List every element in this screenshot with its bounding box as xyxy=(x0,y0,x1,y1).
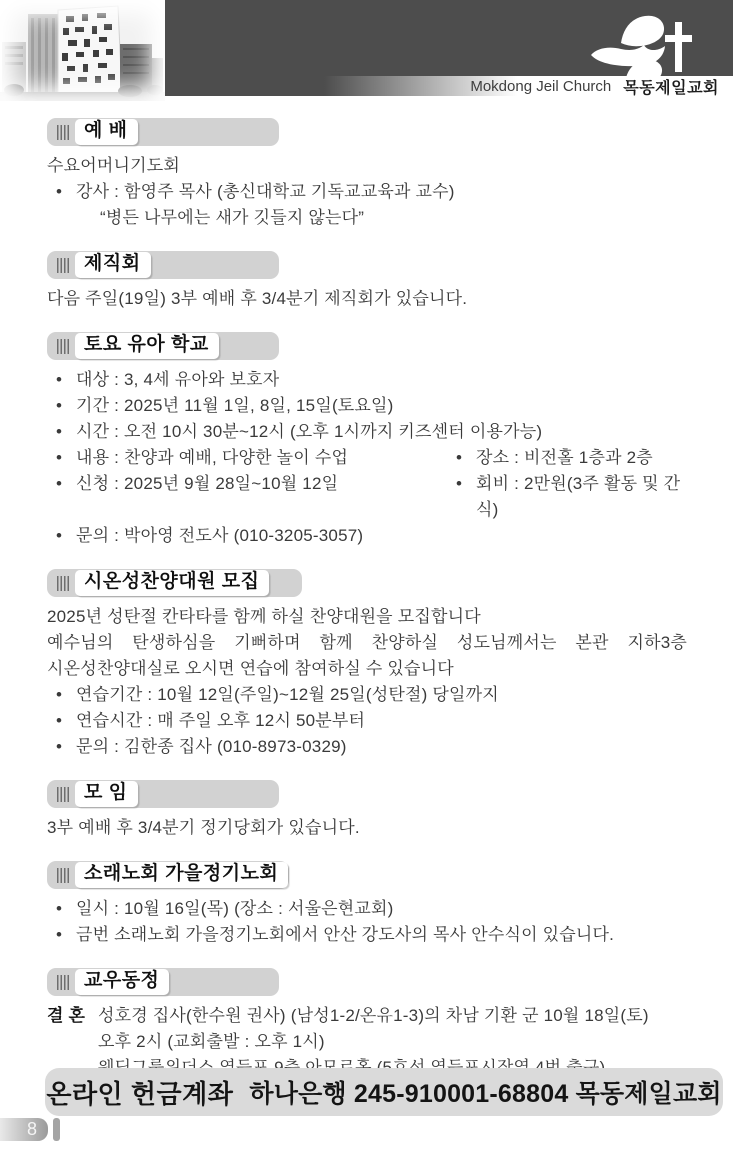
online-offering-banner xyxy=(45,1068,723,1116)
kids-target: • 대상 : 3, 4세 유아와 보호자 xyxy=(47,367,687,393)
section-header xyxy=(47,861,289,889)
section-title: 교우동정 xyxy=(75,969,169,995)
kids-time: • 시간 : 오전 10시 30분~12시 (오후 1시까지 키즈센터 이용가능) xyxy=(47,419,687,445)
kids-row-content-place xyxy=(47,445,687,471)
section-officers-meeting xyxy=(47,251,687,312)
kids-fee: • 회비 : 2만원(3주 활동 및 간식) xyxy=(447,471,687,523)
section-header xyxy=(47,569,302,597)
wedding-line-2: 오후 2시 (교회출발 : 오후 1시) xyxy=(98,1032,325,1051)
offering-account: 하나은행 245-910001-68804 목동제일교회 xyxy=(249,1080,722,1108)
page-number-bar xyxy=(53,1118,60,1141)
bulletin-content xyxy=(47,118,687,1101)
officers-meeting-notice: 다음 주일(19일) 3부 예배 후 3/4분기 제직회가 있습니다. xyxy=(47,289,468,308)
kids-period: • 기간 : 2025년 11월 1일, 8일, 15일(토요일) xyxy=(47,393,687,419)
wedding-label: 결 혼 xyxy=(47,1006,86,1025)
header-name-strip xyxy=(165,76,733,96)
church-building-photo xyxy=(0,0,165,101)
section-title: 예 배 xyxy=(75,119,138,145)
church-name-ko: 목동제일교회 xyxy=(623,79,719,97)
stripes-icon xyxy=(57,868,70,883)
section-title: 제직회 xyxy=(75,252,151,278)
stripes-icon xyxy=(57,125,70,140)
kids-place: • 장소 : 비전홀 1층과 2층 xyxy=(447,445,653,471)
offering-label: 온라인 헌금계좌 xyxy=(46,1078,234,1109)
worship-meeting-name: 수요어머니기도회 xyxy=(47,156,180,175)
meeting-notice: 3부 예배 후 3/4분기 정기당회가 있습니다. xyxy=(47,818,360,837)
stripes-icon xyxy=(57,576,70,591)
photo-soft-edge xyxy=(0,0,165,101)
presbytery-ordination: • 금번 소래노회 가을정기노회에서 안산 강도사의 목사 안수식이 있습니다. xyxy=(47,922,687,948)
stripes-icon xyxy=(57,787,70,802)
page-number: 8 xyxy=(0,1118,48,1141)
choir-contact: • 문의 : 김한종 집사 (010-8973-0329) xyxy=(47,734,687,760)
kids-content: • 내용 : 찬양과 예배, 다양한 놀이 수업 xyxy=(47,445,447,471)
header-bar xyxy=(165,0,733,96)
worship-speaker: • 강사 : 함영주 목사 (총신대학교 기독교교육과 교수) xyxy=(47,179,687,205)
choir-practice-period: • 연습기간 : 10월 12일(주일)~12월 25일(성탄절) 당일까지 xyxy=(47,682,687,708)
kids-apply: • 신청 : 2025년 9월 28일~10월 12일 xyxy=(47,471,447,523)
section-header xyxy=(47,118,279,146)
presbytery-date: • 일시 : 10월 16일(목) (장소 : 서울은현교회) xyxy=(47,896,687,922)
section-header xyxy=(47,968,279,996)
stripes-icon xyxy=(57,975,70,990)
stripes-icon xyxy=(57,258,70,273)
choir-intro-1: 2025년 성탄절 칸타타를 함께 하실 찬양대원을 모집합니다 xyxy=(47,607,481,626)
wedding-line-1: 성호경 집사(한수원 권사) (남성1-2/온유1-3)의 차남 기환 군 10월 18일(토) xyxy=(98,1006,649,1025)
section-worship xyxy=(47,118,687,231)
choir-intro-2: 예수님의 탄생하심을 기뻐하며 함께 찬양하실 성도님께서는 본관 지하3층 xyxy=(47,633,687,652)
choir-intro-3: 시온성찬양대실로 오시면 연습에 참여하실 수 있습니다 xyxy=(47,659,454,678)
kids-row-apply-fee xyxy=(47,471,687,523)
section-header xyxy=(47,780,279,808)
section-title: 모 임 xyxy=(75,781,138,807)
section-header xyxy=(47,251,279,279)
section-choir-recruit xyxy=(47,569,687,760)
section-meeting xyxy=(47,780,687,841)
section-saturday-kids-school xyxy=(47,332,687,549)
stripes-icon xyxy=(57,339,70,354)
section-header xyxy=(47,332,279,360)
worship-sermon-title: “병든 나무에는 새가 깃들지 않는다” xyxy=(100,208,365,227)
section-title: 토요 유아 학교 xyxy=(75,333,219,359)
section-title: 소래노회 가을정기노회 xyxy=(75,862,288,888)
choir-practice-time: • 연습시간 : 매 주일 오후 12시 50분부터 xyxy=(47,708,687,734)
section-member-news xyxy=(47,968,687,1081)
section-presbytery xyxy=(47,861,687,948)
section-title: 시온성찬양대원 모집 xyxy=(75,570,269,596)
kids-contact: • 문의 : 박아영 전도사 (010-3205-3057) xyxy=(47,523,687,549)
church-name-en: Mokdong Jeil Church xyxy=(470,77,612,95)
